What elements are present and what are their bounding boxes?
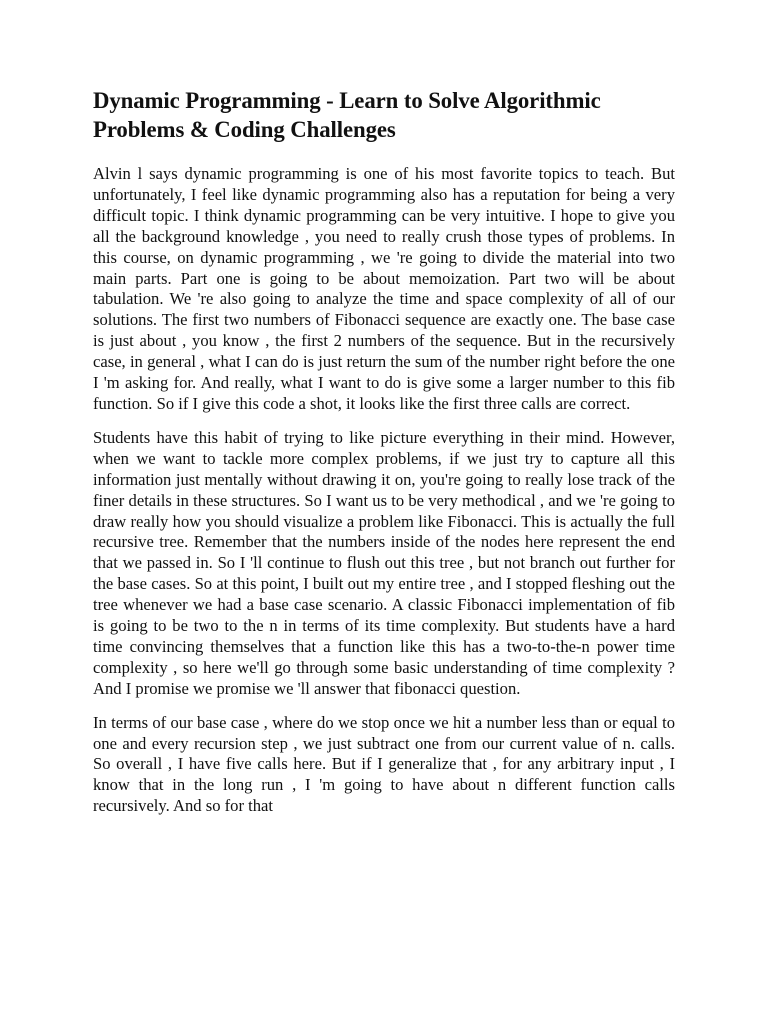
paragraph: Alvin l says dynamic programming is one of his most favorite topics to teach. But unfortunately, I feel like dynamic programming also has a reputation for being a very difficult topic. I think dynamic programming can be very intuitive. I hope to give you all the background knowledge , you need to really crush those types of problems. In this course, on dynamic programming , we 're going to divide the material into two main parts. Part one is going to be about memoization. Part two will be about tabulation. We 're also going to analyze the time and space complexity of all of our solutions. The first two numbers of Fibonacci sequence are exactly one. The base case is just about , you know , the first 2 numbers of the sequence. But in the recursively case, in general , what I can do is just return the sum of the number right before the one I 'm asking for. And really, what I want to do is give some a larger number to this fib function. So if I give this code a shot, it looks like the first three calls are correct.	[93, 164, 675, 413]
paragraph: Students have this habit of trying to like picture everything in their mind. However, when we want to tackle more complex problems, if we just try to capture all this information just mentally without drawing it on, you're going to really lose track of the finer details in these structures. So I want us to be very methodical , and we 're going to draw really how you should visualize a problem like Fibonacci. This is actually the full recursive tree. Remember that the numbers inside of the nodes here represent the end that we passed in. So I 'll continue to flush out this tree , but not branch out further for the base cases. So at this point, I built out my entire tree , and I stopped fleshing out the tree whenever we had a base case scenario. A classic Fibonacci implementation of fib is going to be two to the n in terms of its time complexity. But students have a hard time convincing themselves that a function like this has a two-to-the-n power time complexity , so here we'll go through some basic understanding of time complexity ? And I promise we promise we 'll answer that fibonacci question.	[93, 427, 675, 698]
document-title: Dynamic Programming - Learn to Solve Algorithmic Problems & Coding Challenges	[93, 88, 601, 142]
paragraph: In terms of our base case , where do we stop once we hit a number less than or equal to one and every recursion step , we just subtract one from our current value of n. calls. So overall , I have five calls here. But if I generalize that , for any arbitrary input , I know that in the long run , I 'm going to have about n different function calls recursively. And so for that	[93, 712, 675, 816]
document-page	[93, 86, 675, 830]
